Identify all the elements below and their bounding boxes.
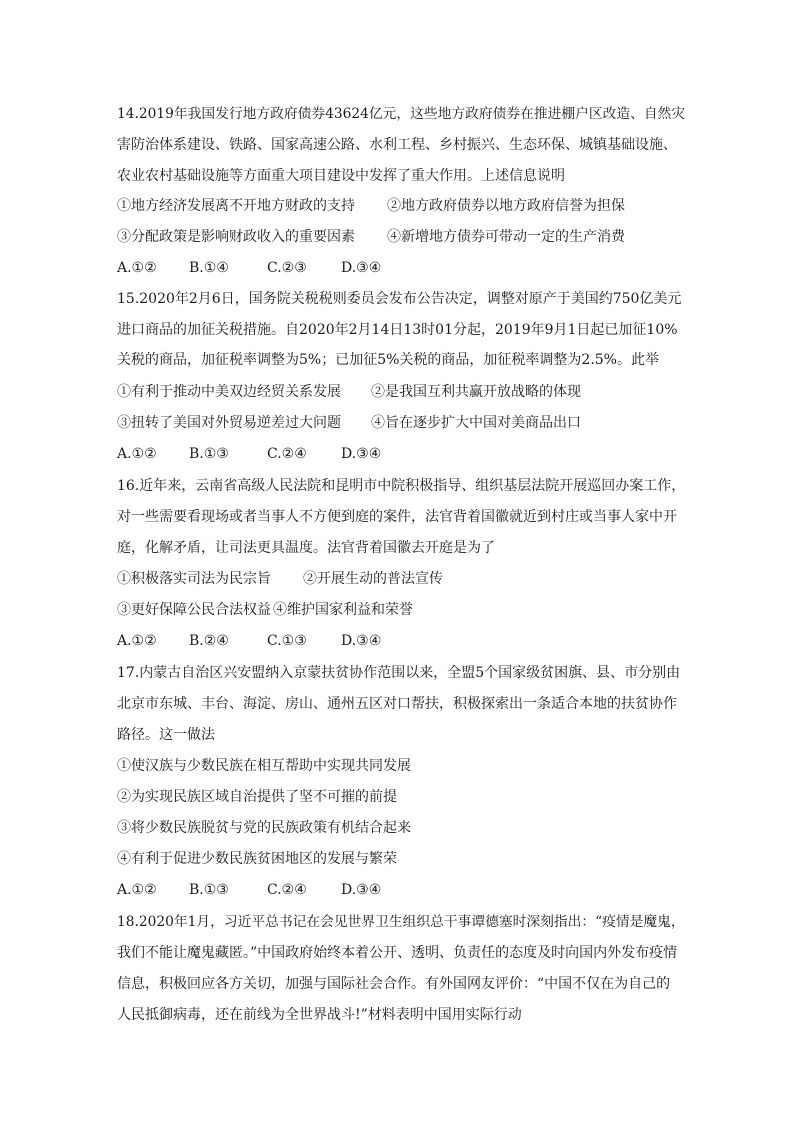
q17-stem-line-2: 北京市东城、丰台、海淀、房山、通州五区对口帮扶，积极探索出一条适合本地的扶贫协作 xyxy=(117,696,677,712)
q14-stem-line-1: 14.2019年我国发行地方政府债券43624亿元，这些地方政府债券在推进棚户区改造、自然灾 xyxy=(117,106,686,122)
q16-stem-line-1: 16.近年来，云南省高级人民法院和昆明市中院积极指导、组织基层法院开展巡回办案工作， xyxy=(117,478,686,494)
q17-item-3: ③将少数民族脱贫与党的民族政策有机结合起来 xyxy=(117,820,411,836)
q15-items-row-2 xyxy=(117,413,581,433)
q16-option-c: C.①③ xyxy=(267,633,307,649)
q15-options xyxy=(117,444,382,464)
q15-option-a: A.①② xyxy=(117,446,157,462)
q14-item-3: ③分配政策是影响财政收入的重要因素 xyxy=(117,229,355,245)
q15-option-d: D.③④ xyxy=(341,446,382,462)
q17-item-4: ④有利于促进少数民族贫困地区的发展与繁荣 xyxy=(117,851,397,867)
q15-item-3: ③扭转了美国对外贸易逆差过大问题 xyxy=(117,415,341,431)
q14-stem-line-2: 害防治体系建设、铁路、国家高速公路、水利工程、乡村振兴、生态环保、城镇基础设施、 xyxy=(117,137,677,153)
q18-stem-line-2: 我们不能让魔鬼藏匿。”中国政府始终本着公开、透明、负责任的态度及时向国内外发布疫情 xyxy=(117,945,678,961)
q16-item-2: ②开展生动的普法宣传 xyxy=(303,571,443,587)
q15-stem-line-3: 关税的商品，加征税率调整为5%；已加征5%关税的商品，加征税率调整为2.5%。此举 xyxy=(117,352,659,368)
q16-option-a: A.①② xyxy=(117,633,157,649)
q16-items-row-2 xyxy=(117,600,413,620)
q16-option-b: B.②④ xyxy=(189,633,229,649)
q18-stem-line-3: 信息，积极回应各方关切，加强与国际社会合作。有外国网友评价：“中国不仅在为自己的 xyxy=(117,976,671,992)
q16-item-4: ④维护国家利益和荣誉 xyxy=(273,602,413,618)
q15-option-c: C.②④ xyxy=(267,446,307,462)
q14-option-c: C.②③ xyxy=(267,260,307,276)
q14-item-2: ②地方政府债券以地方政府信誉为担保 xyxy=(387,198,625,214)
q14-items-row-2 xyxy=(117,227,625,247)
q17-stem-line-3: 路径。这一做法 xyxy=(117,727,215,743)
q18-stem-line-1: 18.2020年1月，习近平总书记在会见世界卫生组织总干事谭德塞时深刻指出：“疫情是魔鬼， xyxy=(117,914,685,930)
q15-item-4: ④旨在逐步扩大中国对美商品出口 xyxy=(371,415,581,431)
q14-stem-line-3: 农业农村基础设施等方面重大项目建设中发挥了重大作用。上述信息说明 xyxy=(117,168,565,184)
q15-stem-line-2: 进口商品的加征关税措施。自2020年2月14日13时01分起，2019年9月1日起已加征10% xyxy=(117,322,678,338)
q14-option-a: A.①② xyxy=(117,260,157,276)
q14-option-b: B.①④ xyxy=(189,260,229,276)
q16-option-d: D.③④ xyxy=(341,633,382,649)
q16-item-1: ①积极落实司法为民宗旨 xyxy=(117,571,271,587)
q15-items-row-1 xyxy=(117,382,581,402)
q15-item-1: ①有利于推动中美双边经贸关系发展 xyxy=(117,384,341,400)
q14-items-row-1 xyxy=(117,196,625,216)
q16-options xyxy=(117,631,382,651)
q17-item-2: ②为实现民族区域自治提供了坚不可摧的前提 xyxy=(117,789,397,805)
q17-option-d: D.③④ xyxy=(341,882,382,898)
q14-option-d: D.③④ xyxy=(341,260,382,276)
q16-items-row-1 xyxy=(117,569,443,589)
q15-option-b: B.①③ xyxy=(189,446,229,462)
q14-item-1: ①地方经济发展离不开地方财政的支持 xyxy=(117,198,355,214)
q17-option-c: C.②④ xyxy=(267,882,307,898)
q16-item-3: ③更好保障公民合法权益 xyxy=(117,602,271,618)
q18-stem-line-4: 人民抵御病毒，还在前线为全世界战斗!”材料表明中国用实际行动 xyxy=(117,1007,522,1023)
q17-option-a: A.①② xyxy=(117,882,157,898)
q14-item-4: ④新增地方债券可带动一定的生产消费 xyxy=(387,229,625,245)
q16-stem-line-2: 对一些需要看现场或者当事人不方便到庭的案件，法官背着国徽就近到村庄或当事人家中开 xyxy=(117,509,677,525)
q17-options xyxy=(117,880,382,900)
q17-item-1: ①使汉族与少数民族在相互帮助中实现共同发展 xyxy=(117,758,411,774)
q15-item-2: ②是我国互利共赢开放战略的体现 xyxy=(371,384,581,400)
q15-stem-line-1: 15.2020年2月6日，国务院关税税则委员会发布公告决定，调整对原产于美国约750亿美元 xyxy=(117,291,682,307)
q17-stem-line-1: 17.内蒙古自治区兴安盟纳入京蒙扶贫协作范围以来，全盟5个国家级贫困旗、县、市分别由 xyxy=(117,665,681,681)
q16-stem-line-3: 庭，化解矛盾，让司法更具温度。法官背着国徽去开庭是为了 xyxy=(117,540,495,556)
q14-options xyxy=(117,258,382,278)
q17-option-b: B.①③ xyxy=(189,882,229,898)
